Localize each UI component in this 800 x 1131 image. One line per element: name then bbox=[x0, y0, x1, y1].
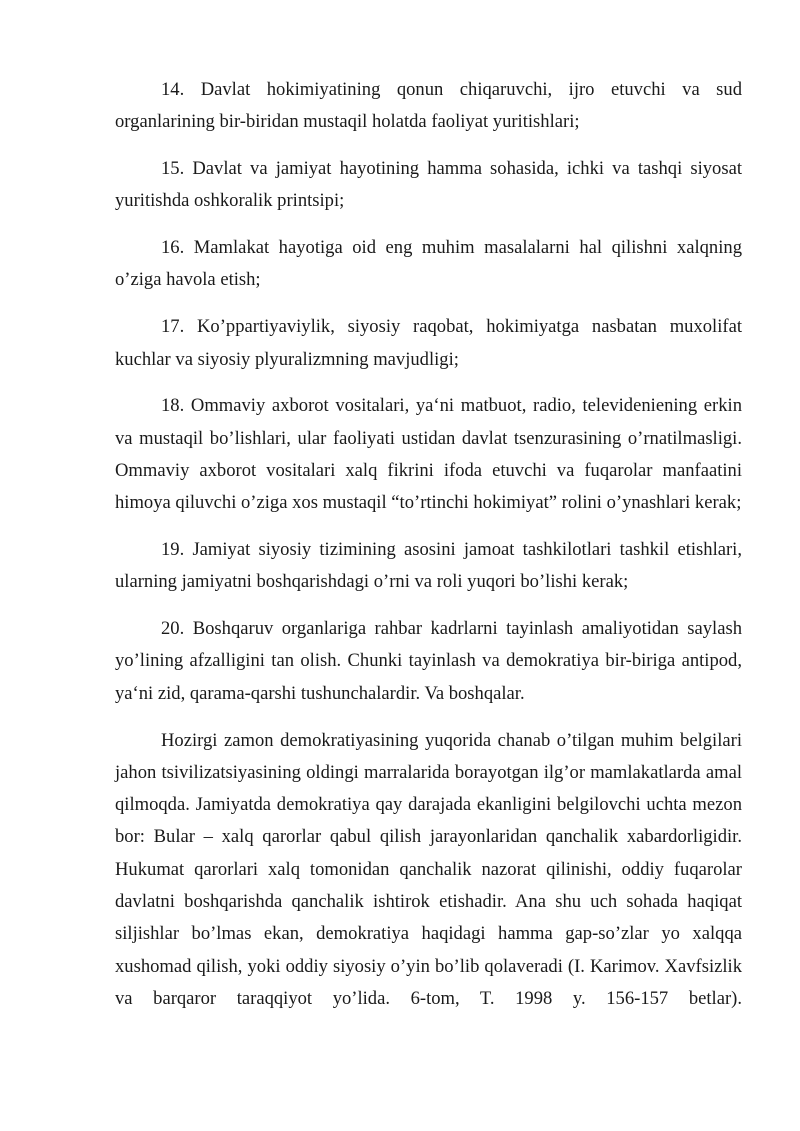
paragraph-item-16: 16. Mamlakat hayotiga oid eng muhim masalalarni hal qilishni xalqning o’ziga havola etish; bbox=[115, 237, 742, 291]
paragraph-item-17: 17. Ko’ppartiyaviylik, siyosiy raqobat, hokimiyatga nasbatan muxolifat kuchlar va siyosiy plyuralizmning mavjudligi; bbox=[115, 316, 742, 370]
paragraph-item-19: 19. Jamiyat siyosiy tizimining asosini jamoat tashkilotlari tashkil etishlari, ularning jamiyatni boshqarishdagi o’rni va roli yuqori bo’lishi kerak; bbox=[115, 539, 742, 593]
paragraph-democracy-criteria: Hozirgi zamon demokratiyasining yuqorida chanab o’tilgan muhim belgilari jahon tsivilizatsiyasining oldingi marralarida borayotgan ilg’or mamlakatlarda amal qilmoqda. Jamiyatda demokratiya qay darajada ekanligini belgilovchi uchta mezon bor: Bular – xalq qarorlar qabul qilish jarayonlaridan qanchalik xabardorligidir. Hukumat qarorlari xalq tomonidan qanchalik nazorat qilinishi, oddiy fuqarolar davlatni boshqarishda qanchalik ishtirok etishadir. Ana shu uch sohada haqiqat siljishlar bo’lmas ekan, demokratiya haqidagi hamma gap-so’zlar yo xalqqa xushomad qilish, yoki oddiy siyosiy o’yin bo’lib qolaveradi (I. Karimov. Xavfsizlik va barqaror taraqqiyot yo’lida. 6-tom, T. 1998 y. 156-157 betlar). bbox=[115, 729, 742, 1009]
paragraph-item-20: 20. Boshqaruv organlariga rahbar kadrlarni tayinlash amaliyotidan saylash yo’lining afzalligini tan olish. Chunki tayinlash va demokratiya bir-biriga antipod, ya‘ni zid, qarama-qarshi tushunchalardir. Va boshqalar. bbox=[115, 618, 742, 704]
document-page bbox=[115, 74, 742, 1030]
paragraph-item-18: 18. Ommaviy axborot vositalari, ya‘ni matbuot, radio, televideniening erkin va mustaqil bo’lishlari, ular faoliyati ustidan davlat tsenzurasining o’rnatilmasligi. Ommaviy axborot vositalari xalq fikrini ifoda etuvchi va fuqarolar manfaatini himoya qiluvchi o’ziga xos mustaqil “to’rtinchi hokimiyat” rolini o’ynashlari kerak; bbox=[115, 395, 742, 514]
paragraph-item-15: 15. Davlat va jamiyat hayotining hamma sohasida, ichki va tashqi siyosat yuritishda oshkoralik printsipi; bbox=[115, 158, 742, 212]
paragraph-item-14: 14. Davlat hokimiyatining qonun chiqaruvchi, ijro etuvchi va sud organlarining bir-biridan mustaqil holatda faoliyat yuritishlari; bbox=[115, 79, 742, 133]
